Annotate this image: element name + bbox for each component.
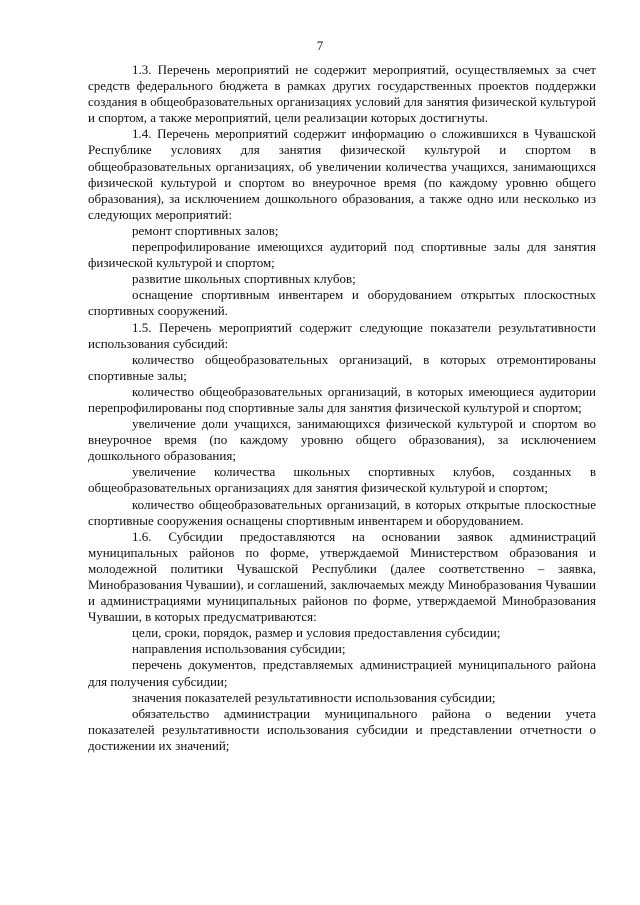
agreement-item-documents: перечень документов, представляемых администрацией муниципального района для получения субсидии; — [88, 657, 596, 689]
page-number: 7 — [316, 38, 324, 53]
indicator-club-count: увеличение количества школьных спортивных клубов, созданных в общеобразовательных организациях для занятия физической культурой и спортом; — [88, 464, 596, 496]
paragraph-1-4: 1.4. Перечень мероприятий содержит информацию о сложившихся в Чувашской Республике условиях для занятия физической культурой и спортом в общеобразовательных организациях, об увеличении количества учащихся, занимающихся физической культурой и спортом во внеурочное время (по каждому уровню общего образования), за исключением дошкольного образования, а также одно или несколько из следующих мероприятий: — [88, 126, 596, 222]
agreement-item-goals: цели, сроки, порядок, размер и условия предоставления субсидии; — [132, 625, 501, 641]
list-item-sports-clubs: развитие школьных спортивных клубов; — [132, 271, 356, 287]
paragraph-1-3: 1.3. Перечень мероприятий не содержит мероприятий, осуществляемых за счет средств федерального бюджета в рамках других государственных проектов поддержки создания в общеобразовательных организациях условий для занятия физической культурой и спортом, а также мероприятий, цели реализации которых достигнуты. — [88, 62, 596, 126]
agreement-item-reporting: обязательство администрации муниципального района о ведении учета показателей результативности использования субсидии и представлении отчетности о достижении их значений; — [88, 705, 596, 753]
list-item-room-conversion: перепрофилирование имеющихся аудиторий под спортивные залы для занятия физической культурой и спортом; — [88, 239, 596, 271]
list-item-equipment: оснащение спортивным инвентарем и оборудованием открытых плоскостных спортивных сооружений. — [88, 287, 596, 319]
document-body — [88, 62, 596, 754]
indicator-student-share: увеличение доли учащихся, занимающихся физической культурой и спортом во внеурочное время (по каждому уровню общего образования), за исключением дошкольного образования; — [88, 416, 596, 464]
list-item-gym-repair: ремонт спортивных залов; — [132, 222, 279, 238]
agreement-item-directions: направления использования субсидии; — [132, 641, 346, 657]
indicator-equipped-facilities: количество общеобразовательных организаций, в которых открытые плоскостные спортивные сооружения оснащены спортивным инвентарем и оборудованием. — [88, 496, 596, 528]
paragraph-1-5: 1.5. Перечень мероприятий содержит следующие показатели результативности использования субсидий: — [88, 319, 596, 351]
indicator-repaired-gyms: количество общеобразовательных организаций, в которых отремонтированы спортивные залы; — [88, 351, 596, 383]
indicator-converted-rooms: количество общеобразовательных организаций, в которых имеющиеся аудитории перепрофилированы под спортивные залы для занятия физической культурой и спортом; — [88, 383, 596, 415]
paragraph-1-6: 1.6. Субсидии предоставляются на основании заявок администраций муниципальных районов по форме, утверждаемой Министерством образования и молодежной политики Чувашской Республики (далее соответственно – заявка, Минобразования Чувашии), и соглашений, заключаемых между Минобразования Чувашии и администрациями муниципальных районов по форме, утверждаемой Минобразования Чувашии, в которых предусматриваются: — [88, 528, 596, 625]
agreement-item-indicator-values: значения показателей результативности использования субсидии; — [132, 689, 496, 705]
